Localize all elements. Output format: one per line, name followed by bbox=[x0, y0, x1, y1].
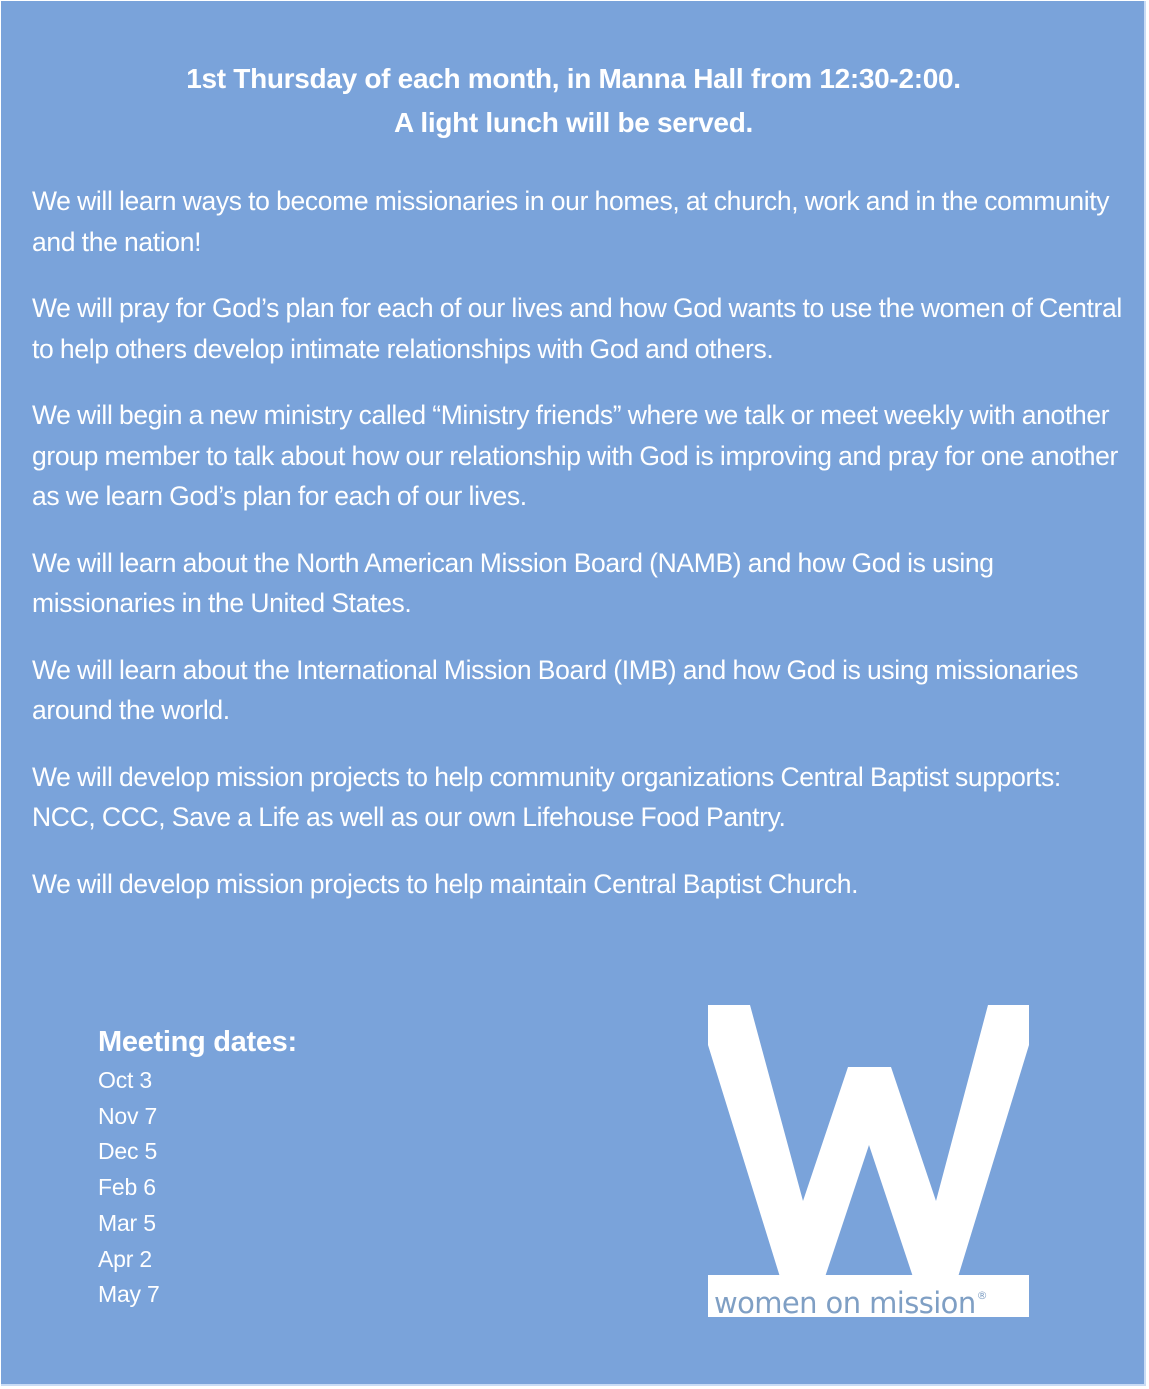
headline-schedule: 1st Thursday of each month, in Manna Hall from 12:30-2:00. bbox=[186, 63, 961, 94]
logo-wordmark bbox=[714, 1277, 987, 1322]
meeting-date: Oct 3 bbox=[98, 1067, 152, 1093]
meeting-date: Dec 5 bbox=[98, 1138, 158, 1165]
headline bbox=[1, 57, 1146, 145]
paragraph-community-projects: We will develop mission projects to help community organizations Central Baptist supports: NCC, CCC, Save a Life as well as our own Lifehouse Food Pantry. bbox=[32, 761, 1061, 832]
meeting-date: May 7 bbox=[98, 1281, 160, 1308]
meeting-dates bbox=[98, 1023, 297, 1313]
meeting-date: Feb 6 bbox=[98, 1174, 156, 1201]
paragraph-church-projects: We will develop mission projects to help maintain Central Baptist Church. bbox=[32, 868, 859, 899]
paragraph-pray: We will pray for God’s plan for each of our lives and how God wants to use the women of Central to help others develop intimate relationships with God and others. bbox=[32, 293, 1122, 364]
w-letter-icon bbox=[708, 1005, 1029, 1277]
body-text bbox=[32, 181, 1127, 930]
meeting-date: Nov 7 bbox=[98, 1102, 158, 1129]
meeting-date: Apr 2 bbox=[98, 1245, 152, 1272]
paragraph-ministry-friends: We will begin a new ministry called “Ministry friends” where we talk or meet weekly with another group member to talk about how our relationship with God is improving and pray for one another as we learn God’s plan for each of our lives. bbox=[32, 400, 1118, 511]
registered-mark: ® bbox=[976, 1289, 988, 1302]
meeting-dates-title: Meeting dates: bbox=[98, 1026, 297, 1058]
paragraph-namb: We will learn about the North American Mission Board (NAMB) and how God is using missionaries in the United States. bbox=[32, 547, 994, 618]
paragraph-missionaries: We will learn ways to become missionaries in our homes, at church, work and in the community and the nation! bbox=[32, 186, 1110, 257]
logo-wordmark-text: women on mission bbox=[714, 1286, 976, 1320]
flyer bbox=[1, 1, 1146, 1386]
logo-wordmark-band bbox=[708, 1275, 1029, 1320]
women-on-mission-logo bbox=[708, 1005, 1029, 1320]
meeting-date: Mar 5 bbox=[98, 1209, 156, 1236]
paragraph-imb: We will learn about the International Mission Board (IMB) and how God is using missionaries around the world. bbox=[32, 654, 1079, 725]
headline-lunch: A light lunch will be served. bbox=[394, 107, 753, 138]
